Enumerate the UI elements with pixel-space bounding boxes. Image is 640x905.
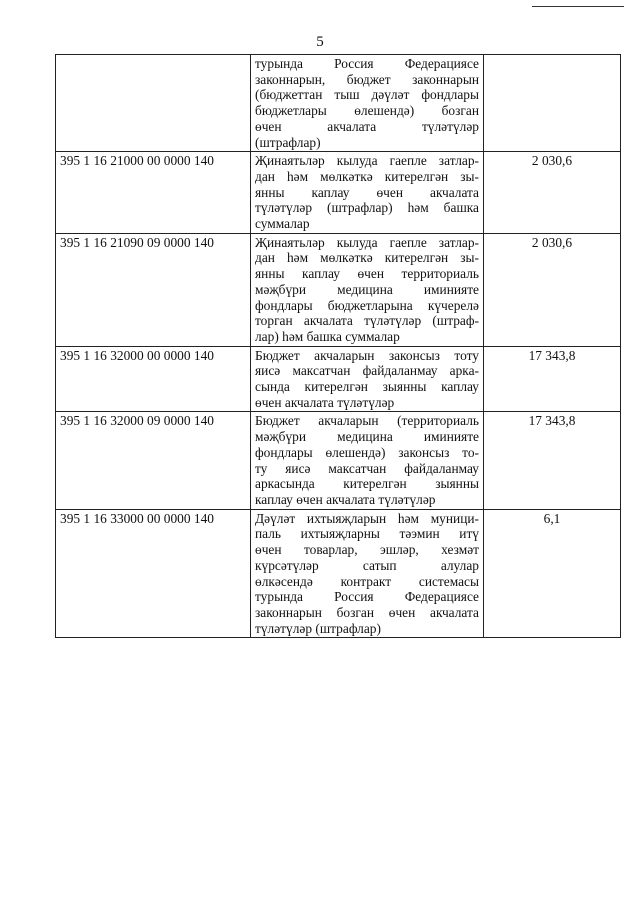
amount-cell: 17 343,8 bbox=[484, 412, 621, 509]
description-line: лар) һәм башка суммалар bbox=[255, 328, 400, 344]
income-code-cell: 395 1 16 32000 00 0000 140 bbox=[56, 346, 251, 412]
description-line: турында Россия Федерациясе bbox=[255, 56, 479, 71]
description-line: яисә максатчан файдаланмау арка- bbox=[255, 363, 479, 379]
description-line: Җинаятьләр кылуда гаепле затлар- bbox=[255, 234, 479, 250]
description-line: мәҗбүри медицина иминияте bbox=[255, 429, 479, 445]
income-code-cell: 395 1 16 21090 09 0000 140 bbox=[56, 233, 251, 346]
amount-cell: 6,1 bbox=[484, 509, 621, 638]
page-number: 5 bbox=[316, 34, 324, 50]
description-line: (штрафлар) bbox=[255, 134, 321, 150]
table-row bbox=[56, 233, 621, 346]
table-body bbox=[56, 55, 621, 638]
table-row bbox=[56, 55, 621, 152]
income-code-cell: 395 1 16 32000 09 0000 140 bbox=[56, 412, 251, 509]
amount-cell bbox=[484, 55, 621, 152]
description-line: өлкәсендә контракт системасы bbox=[255, 573, 479, 589]
income-code-cell: 395 1 16 33000 00 0000 140 bbox=[56, 509, 251, 638]
description-line: каплау өчен акчалата түләтүләр bbox=[255, 491, 436, 507]
income-code-cell bbox=[56, 55, 251, 152]
description-line: фондлары бюджетларына күчерелә bbox=[255, 297, 479, 313]
description-line: түләтүләр (штрафлар) һәм башка bbox=[255, 200, 479, 216]
description-line: сында китерелгән зыянны каплау bbox=[255, 379, 479, 395]
description-line: дан һәм мөлкәткә китерелгән зы- bbox=[255, 250, 479, 266]
description-line: суммалар bbox=[255, 216, 310, 232]
description-line: өчен акчалата түләтүләр bbox=[255, 118, 479, 134]
description-line: дан һәм мөлкәткә китерелгән зы- bbox=[255, 168, 479, 184]
income-code-cell: 395 1 16 21000 00 0000 140 bbox=[56, 152, 251, 234]
table-row bbox=[56, 152, 621, 234]
description-line: фондлары өлешендә) законсыз то- bbox=[255, 444, 479, 460]
description-line: өчен акчалата түләтүләр bbox=[255, 394, 395, 410]
description-line: (бюджеттан тыш дәүләт фондлары bbox=[255, 87, 479, 103]
description-line: турында Россия Федерациясе bbox=[255, 589, 479, 605]
description-line: Дәүләт ихтыяҗларын һәм муници- bbox=[255, 510, 479, 526]
description-line: мәҗбүри медицина иминияте bbox=[255, 281, 479, 297]
description-line: өчен товарлар, эшләр, хезмәт bbox=[255, 542, 479, 558]
description-line: торган акчалата түләтүләр (штраф- bbox=[255, 313, 479, 329]
description-cell bbox=[251, 233, 484, 346]
description-line: Бюджет акчаларын (территориаль bbox=[255, 413, 479, 429]
amount-cell: 2 030,6 bbox=[484, 152, 621, 234]
description-line: Җинаятьләр кылуда гаепле затлар- bbox=[255, 153, 479, 169]
amount-cell: 17 343,8 bbox=[484, 346, 621, 412]
description-cell bbox=[251, 509, 484, 638]
description-cell bbox=[251, 55, 484, 152]
table-row bbox=[56, 346, 621, 412]
table-row bbox=[56, 412, 621, 509]
budget-table bbox=[55, 54, 621, 638]
description-line: янны каплау өчен акчалата bbox=[255, 184, 479, 200]
description-line: законнарын бозган өчен акчалата bbox=[255, 604, 479, 620]
description-line: күрсәтүләр сатып алулар bbox=[255, 557, 479, 573]
description-cell bbox=[251, 346, 484, 412]
description-cell bbox=[251, 412, 484, 509]
description-line: аркасында китерелгән зыянны bbox=[255, 476, 479, 492]
amount-cell: 2 030,6 bbox=[484, 233, 621, 346]
description-line: түләтүләр (штрафлар) bbox=[255, 620, 381, 636]
description-line: янны каплау өчен территориаль bbox=[255, 266, 479, 282]
table-row bbox=[56, 509, 621, 638]
description-line: Бюджет акчаларын законсыз тоту bbox=[255, 347, 479, 363]
description-line: паль ихтыяҗларны тәэмин итү bbox=[255, 526, 479, 542]
description-cell bbox=[251, 152, 484, 234]
description-line: ту яисә максатчан файдаланмау bbox=[255, 460, 479, 476]
top-rule bbox=[532, 6, 624, 7]
description-line: законнарын, бюджет законнарын bbox=[255, 71, 479, 87]
description-line: бюджетлары өлешендә) бозган bbox=[255, 103, 479, 119]
